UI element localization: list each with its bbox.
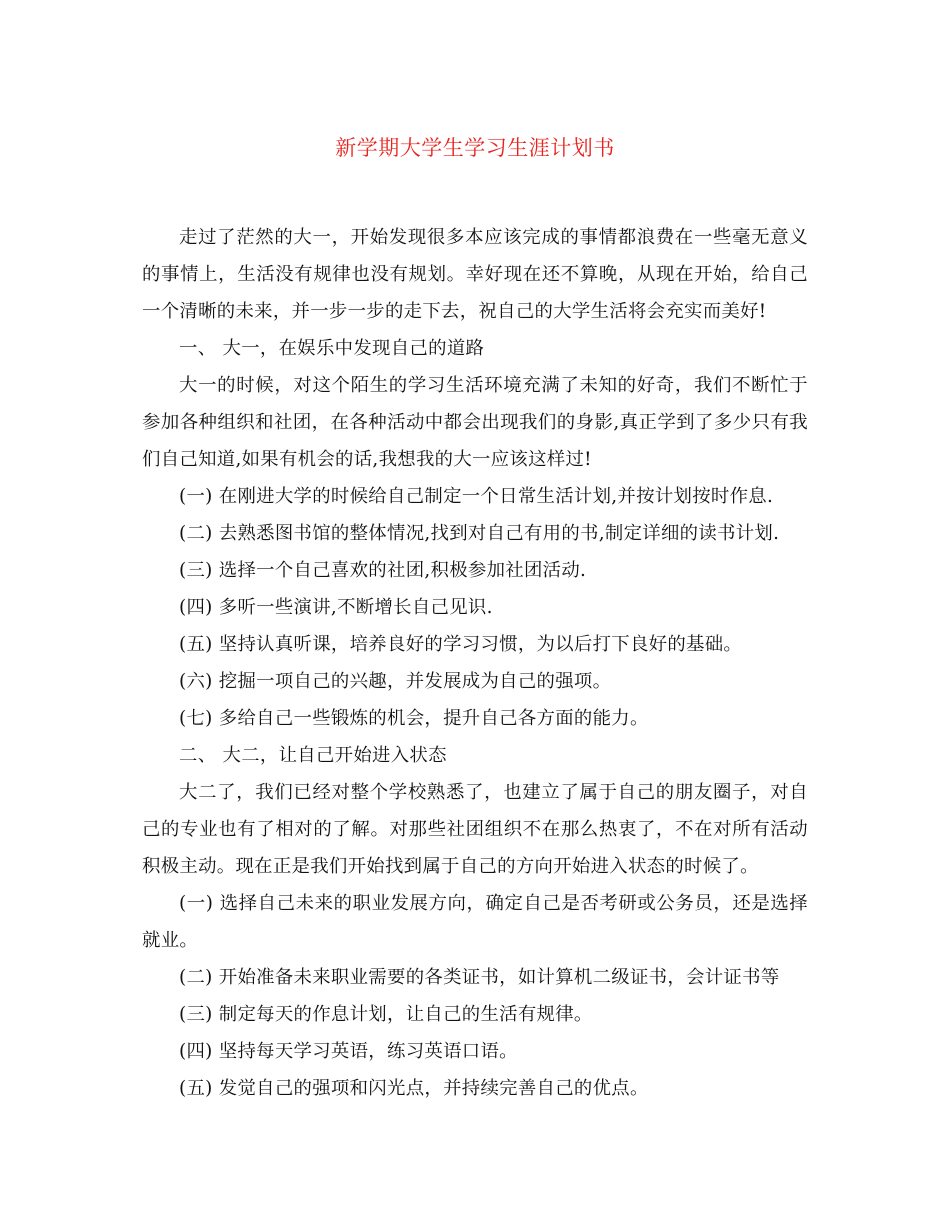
list-item: (二) 去熟悉图书馆的整体情况,找到对自己有用的书,制定详细的读书计划. [179,523,780,544]
list-item: (三) 选择一个自己喜欢的社团,积极参加社团活动. [179,560,587,581]
list-item: (三) 制定每天的作息计划，让自己的生活有规律。 [179,1004,593,1025]
document-body [142,219,808,1107]
list-item: (二) 开始准备未来职业需要的各类证书，如计算机二级证书，会计证书等 [179,967,780,988]
paragraph-year-one: 大一的时候，对这个陌生的学习生活环境充满了未知的好奇，我们不断忙于参加各种组织和社团，在各种活动中都会出现我们的身影,真正学到了多少只有我们自己知道,如果有机会的话,我想我的大一应该这样过! [142,375,808,470]
document-title: 新学期大学生学习生涯计划书 [335,136,615,160]
list-item: (六) 挖掘一项自己的兴趣，并发展成为自己的强项。 [179,671,612,692]
intro-paragraph: 走过了茫然的大一，开始发现很多本应该完成的事情都浪费在一些毫无意义的事情上，生活没有规律也没有规划。幸好现在还不算晚，从现在开始，给自己一个清晰的未来，并一步一步的走下去，祝自己的大学生活将会充实而美好! [142,227,808,322]
list-item: (一) 选择自己未来的职业发展方向，确定自己是否考研或公务员，还是选择就业。 [142,893,808,951]
list-item: (七) 多给自己一些锻炼的机会，提升自己各方面的能力。 [179,708,649,729]
section-heading-year-one: 一、 大一，在娱乐中发现自己的道路 [179,338,485,359]
section-heading-year-two: 二、 大二，让自己开始进入状态 [179,745,447,766]
list-item: (四) 多听一些演讲,不断增长自己见识. [179,597,493,618]
list-item: (五) 坚持认真听课，培养良好的学习习惯，为以后打下良好的基础。 [179,634,743,655]
list-item: (四) 坚持每天学习英语，练习英语口语。 [179,1041,518,1062]
paragraph-year-two: 大二了，我们已经对整个学校熟悉了，也建立了属于自己的朋友圈子，对自己的专业也有了相对的了解。对那些社团组织不在那么热衷了，不在对所有活动积极主动。现在正是我们开始找到属于自己的方向开始进入状态的时候了。 [142,782,808,877]
list-item: (五) 发觉自己的强项和闪光点，并持续完善自己的优点。 [179,1078,649,1099]
list-item: (一) 在刚进大学的时候给自己制定一个日常生活计划,并按计划按时作息. [179,486,774,507]
